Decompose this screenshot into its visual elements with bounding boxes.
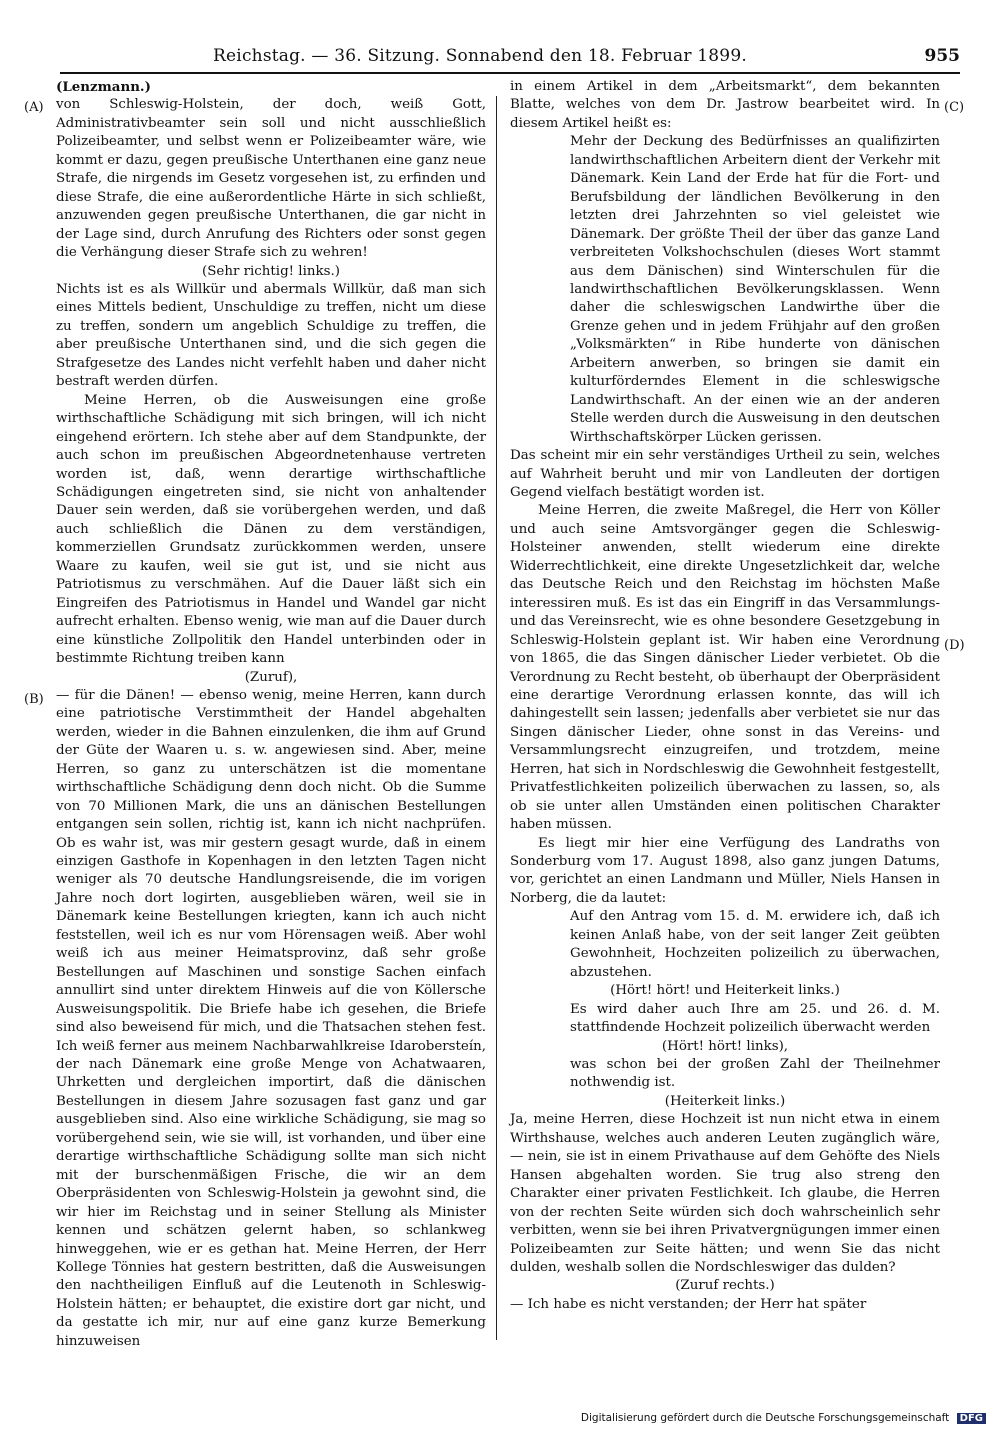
paragraph: Nichts ist es als Willkür und abermals Willkür, daß man sich eines Mittels bedient, Unschuldige zu treffen, nicht um diese zu treffen, sondern um angeblich Schuldige zu treffen, die aber preußische Unterthanen sind, und die sich gegen die Strafgesetze des Landes nicht verfehlt haben und daher nicht bestraft werden dürfen. [56,281,486,390]
paragraph: Meine Herren, ob die Ausweisungen eine große wirthschaftliche Schädigung mit sich bringen, will ich nicht eingehend erörtern. Ich stehe aber auf dem Standpunkte, der auch schon im preußischen Abgeordnetenhause vertreten worden ist, daß, wenn derartige wirthschaftliche Schädigungen eingetreten sind, sie nicht von anhaltender Dauer sein werden, daß sie vorübergehen werden, und daß auch schließlich die Dänen zu dem verständigen, kommerziellen Grundsatz zurückkommen werden, unsere Waare zu kaufen, weil sie gut ist, und sie nicht aus Patriotismus zu verschmähen. Auf die Dauer läßt sich ein Eingreifen des Patriotismus in Handel und Wandel gar nicht aufrecht erhalten. Ebenso wenig, wie man auf die Dauer durch eine künstliche Zollpolitik den Handel unterbinden oder in bestimmte Richtung treiben kann [56,392,486,667]
interjection: (Zuruf rechts.) [675,1278,775,1294]
column-divider [496,96,497,1340]
quotation: Mehr der Deckung des Bedürfnisses an qualifizirten landwirthschaftlichen Arbeitern dient der Verkehr mit Dänemark. Kein Land der Erde hat für die Fort- und Berufsbildung der ländlichen Bevölkerung in den letzten drei Jahrzehnten so viel geleistet wie Dänemark. Der größte Theil der über das ganze Land verbreiteten Volkshochschulen (dieses Wort stammt aus dem Dänischen) sind Winterschulen für die landwirthschaftlichen Bevölkerungsklassen. Wenn daher die schleswigschen Landwirthe über die Grenze gehen und in jedem Frühjahr auf den großen „Volksmärkten“ in Ribe hunderte von dänischen Arbeitern anwerben, so bringen sie damit ein kulturförderndes Element in die schleswigsche Landwirthschaft. An der einen wie an der anderen Stelle werden durch die Ausweisung in den deutschen Wirthschaftskörper Lücken gerissen. [570,134,940,445]
quotation: Auf den Antrag vom 15. d. M. erwidere ich, daß ich keinen Anlaß habe, von der seit langer Zeit geübten Gewohnheit, Hochzeiten polizeilich zu überwachen, abzustehen. [570,909,940,980]
interjection: (Heiterkeit links.) [664,1093,786,1109]
paragraph: Es liegt mir hier eine Verfügung des Landraths von Sonderburg vom 17. August 1898, also ganz jungen Datums, vor, gerichtet an einen Landmann und Müller, Niels Hansen in Norberg, die da lautet: [510,835,940,906]
interjection: (Hört! hört! und Heiterkeit links.) [610,983,840,999]
paragraph: Ja, meine Herren, diese Hochzeit ist nun nicht etwa in einem Wirthshause, welches auch anderen Leuten zugänglich wäre, — nein, sie ist in einem Privathause auf dem Gehöfte des Niels Hansen abgehalten worden. Sie trug also streng den Charakter einer privaten Festlichkeit. Ich glaube, die Herren von der rechten Seite würden sich doch wahrscheinlich sehr verbitten, wenn sie bei ihren Privatvergnügungen immer einen Polizeibeamten zur Seite hätten; und wenn Sie das nicht dulden, weshalb sollen die Nordschleswiger das dulden? [510,1112,940,1275]
speaker-name: (Lenzmann.) [56,79,151,95]
running-title: Reichstag. — 36. Sitzung. Sonnabend den 18. Februar 1899. [213,46,747,66]
digitization-credit [581,1412,986,1424]
paragraph: Das scheint mir ein sehr verständiges Urtheil zu sein, welches auf Wahrheit beruht und mir von Landleuten der dortigen Gegend vielfach bestätigt worden ist. [510,448,940,500]
paragraph: Meine Herren, die zweite Maßregel, die Herr von Köller und auch seine Amtsvorgänger gegen die Schleswig-Holsteiner anwenden, stellt wiederum eine direkte Widerrechtlichkeit, eine direkte Ungesetzlichkeit dar, welche das Deutsche Reich und den Reichstag im höchsten Maße interessiren muß. Es ist das ein Eingriff in das Versammlungs- und das Vereinsrecht, wie es ohne besondere Gesetzgebung in Schleswig-Holstein geplant ist. Wir haben eine Verordnung von 1865, die das Singen dänischer Lieder verbietet. Ob die Verordnung zu Recht besteht, ob überhaupt der Oberpräsident eine derartige Verordnung erlassen konnte, das will ich dahingestellt sein lassen; jedenfalls aber verbietet sie nur das Singen dänischer Lieder, ohne sonst in das Vereins- und Versammlungsrecht einzugreifen, und trotzdem, meine Herren, hat sich in Nordschleswig die Gewohnheit festgestellt, Privatfestlichkeiten polizeilich überwachen zu lassen, so, als ob sie unter allen Umständen einen politischen Charakter haben müssen. [510,503,940,833]
page-header [60,44,960,74]
page-number: 955 [924,46,960,66]
margin-marker-a: (A) [24,100,44,115]
right-column [510,78,940,1314]
margin-marker-b: (B) [24,692,44,707]
left-column [56,78,486,1351]
margin-marker-d: (D) [944,638,965,653]
quotation: Es wird daher auch Ihre am 25. und 26. d. M. stattfindende Hochzeit polizeilich überwacht werden [570,1001,940,1036]
paragraph: von Schleswig-Holstein, der doch, weiß Gott, Administrativbeamter sein soll und nicht ausschließlich Polizeibeamter, und selbst wenn er Polizeibeamter wäre, wie kommt er dazu, gegen preußische Unterthanen eine ganz neue Strafe, die nirgends im Gesetz vorgesehen ist, zu erfinden und diese Strafe, die eine außerordentliche Härte in sich schließt, anzuwenden gegen preußische Unterthanen, die gar nicht in der Lage sind, durch Anrufung des Richters oder sonst gegen die Verhängung dieser Strafe sich zu wehren! [56,97,486,261]
interjection: (Sehr richtig! links.) [202,263,340,279]
paragraph: — für die Dänen! — ebenso wenig, meine Herren, kann durch eine patriotische Verstimmtheit der Handel abgehalten werden, wieder in die Bahnen einzulenken, die ihm auf Grund der Güte der Waaren u. s. w. angewiesen sind. Aber, meine Herren, so ganz zu unterschätzen ist die momentane wirthschaftliche Schädigung denn doch nicht. Ob die Summe von 70 Millionen Mark, die uns an dänischen Bestellungen entgangen sein sollen, richtig ist, kann ich nicht nachprüfen. Ob es wahr ist, was mir gestern gesagt wurde, daß in einem einzigen Gasthofe in Kopenhagen in den letzten Tagen nicht weniger als 70 deutsche Handlungsreisende, die im vorigen Jahre noch dort logirten, ausgeblieben wären, weil sie in Dänemark keine Bestellungen kriegten, kann ich auch nicht feststellen, weil ich es nur vom Hörensagen weiß. Aber wohl weiß ich aus meiner Heimatsprovinz, daß sehr große Bestellungen auf Maschinen und sonstige Sachen einfach annullirt sind unter direktem Hinweis auf die von Köllersche Ausweisungspolitik. Die Briefe habe ich gesehen, die Briefe sind also beweisend für mich, und die Thatsachen stehen fest. Ich weiß ferner aus meinem Nachbarwahlkreise Idarobersteín, der nach Dänemark eine große Menge von Achatwaaren, Uhrketten und dergleichen importirt, daß die dänischen Bestellungen in diesem Jahre sozusagen fast ganz und gar ausgeblieben sind. Also eine wirkliche Schädigung, sie mag so vorübergehend sein, wie sie will, ist vorhanden, und über eine derartige wirthschaftliche Schädigung sollte man sich nicht mit der burschenmäßigen Frische, die wir an dem Oberpräsidenten von Schleswig-Holstein ja gewohnt sind, die wir hier im Reichstag und in seiner Stellung als Minister kennen und schätzen gelernt haben, so schlankweg hinweggehen, wie er es gethan hat. Meine Herren, der Herr Kollege Tönnies hat gestern bestritten, daß die Ausweisungen den nachtheiligen Einfluß auf die Leutenoth in Schleswig-Holstein hätten; er behauptet, die existire dort gar nicht, und da gestatte ich mir, nur auf eine ganz kurze Bemerkung hinzuweisen [56,687,486,1349]
interjection: (Hört! hört! links), [661,1038,789,1054]
paragraph: — Ich habe es nicht verstanden; der Herr hat später [510,1296,867,1312]
margin-marker-c: (C) [944,100,965,115]
paragraph: in einem Artikel in dem „Arbeitsmarkt“, dem bekannten Blatte, welches von dem Dr. Jastrow bearbeitet wird. In diesem Artikel heißt es: [510,79,940,131]
interjection: (Zuruf), [244,669,298,685]
quotation: was schon bei der großen Zahl der Theilnehmer nothwendig ist. [570,1057,940,1091]
dfg-logo: DFG [957,1413,986,1424]
credit-text: Digitalisierung gefördert durch die Deutsche Forschungsgemeinschaft [580,1412,950,1424]
